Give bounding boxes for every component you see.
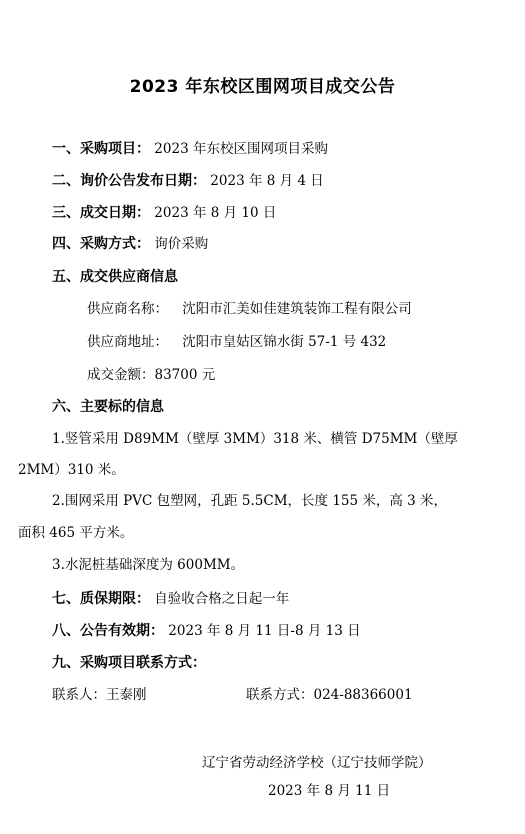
footer-date: 2023 年 8 月 11 日	[268, 783, 391, 799]
footer-org: 辽宁省劳动经济学校（辽宁技师学院）	[202, 755, 432, 771]
item-deal-date-value: 2023 年 8 月 10 日	[154, 205, 277, 221]
item-deal-date	[52, 204, 276, 222]
page-title: 2023 年东校区围网项目成交公告	[129, 77, 396, 97]
item-method-value: 询价采购	[154, 236, 209, 252]
supplier-address: 沈阳市皇姑区锦水街 57-1 号 432	[182, 334, 387, 350]
contact-person: 联系人：王泰刚	[52, 687, 147, 703]
supplier-amount: 成交金额：83700 元	[87, 367, 216, 383]
item-warranty-label: 七、质保期限：	[52, 591, 150, 607]
main-line-2: 2MM）310 米。	[18, 462, 125, 478]
supplier-name-line	[87, 300, 412, 318]
main-line-5: 3.水泥桩基础深度为 600MM。	[52, 557, 245, 573]
item-inquiry-date	[52, 172, 324, 190]
item-inquiry-date-value: 2023 年 8 月 4 日	[210, 173, 324, 189]
contact-phone: 联系方式：024-88366001	[246, 687, 413, 703]
item-warranty-value: 自验收合格之日起一年	[154, 591, 290, 607]
main-heading: 六、主要标的信息	[52, 399, 164, 415]
supplier-address-label: 供应商地址：	[87, 334, 168, 350]
supplier-address-line	[87, 333, 386, 351]
item-project-label: 一、采购项目：	[52, 141, 150, 157]
item-validity-value: 2023 年 8 月 11 日-8 月 13 日	[168, 623, 361, 639]
supplier-heading: 五、成交供应商信息	[52, 269, 178, 285]
item-validity	[52, 622, 361, 640]
main-line-1: 1.竖管采用 D89MM（壁厚 3MM）318 米、横管 D75MM（壁厚	[52, 431, 458, 447]
supplier-name-label: 供应商名称：	[87, 301, 168, 317]
main-line-4: 面积 465 平方米。	[18, 525, 134, 541]
supplier-name: 沈阳市汇美如佳建筑装饰工程有限公司	[182, 301, 412, 317]
item-deal-date-label: 三、成交日期：	[52, 205, 150, 221]
item-method	[52, 235, 208, 253]
main-line-3: 2.围网采用 PVC 包塑网，孔距 5.5CM，长度 155 米，高 3 米，	[52, 493, 448, 509]
item-inquiry-date-label: 二、询价公告发布日期：	[52, 173, 206, 189]
item-project-value: 2023 年东校区围网项目采购	[154, 141, 328, 157]
item-validity-label: 八、公告有效期：	[52, 623, 164, 639]
contact-heading: 九、采购项目联系方式：	[52, 655, 206, 671]
item-warranty	[52, 590, 289, 608]
item-method-label: 四、采购方式：	[52, 236, 150, 252]
item-project	[52, 140, 328, 158]
